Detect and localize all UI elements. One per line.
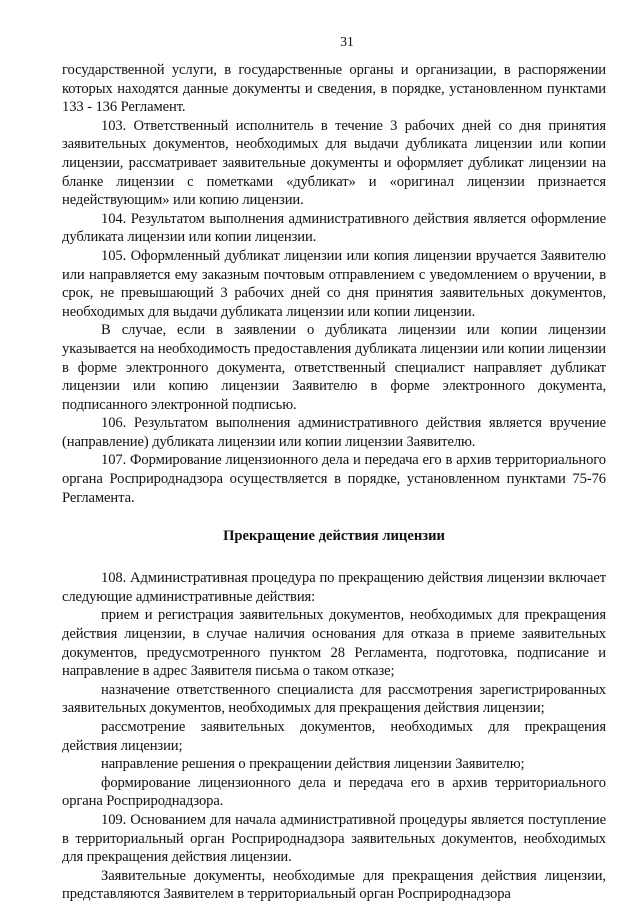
paragraph: Заявительные документы, необходимые для прекращения действия лицензии, представляются Заявителем в территориальный орган Росприроднадзора <box>62 867 606 903</box>
paragraph: государственной услуги, в государственные органы и организации, в распоряжении которых находятся данные документы и сведения, в порядке, установленном пунктами 133 - 136 Регламент. <box>62 62 606 116</box>
text-block-bottom <box>62 569 606 904</box>
paragraph-108: 108. Административная процедура по прекращению действия лицензии включает следующие административные действия: <box>62 570 606 605</box>
paragraph-109: 109. Основанием для начала административной процедуры является поступление в территориальный орган Росприроднадзора заявительных документов, необходимых для прекращения действия лицензии. <box>62 811 606 866</box>
paragraph-electronic-copy: В случае, если в заявлении о дубликата лицензии или копии лицензии указывается на необходимость предоставления дубликата лицензии или копии лицензии в форме электронного документа, ответственный специалист направляет дубликат лицензии или копию лицензии Заявителю в форме электронного документа, подписанного электронной подписью. <box>62 322 606 413</box>
paragraph-107: 107. Формирование лицензионного дела и передача его в архив территориального органа Росприроднадзора осуществляется в порядке, установленном пунктами 75-76 Регламента. <box>62 452 606 506</box>
paragraph-105: 105. Оформленный дубликат лицензии или копия лицензии вручается Заявителю или направляется ему заказным почтовым отправлением с уведомлением о вручении, в срок, не превышающий 3 рабочих дней со дня принятия заявительных документов, необходимых для выдачи дубликата лицензии или копии лицензии. <box>62 247 606 320</box>
list-item: направление решения о прекращении действия лицензии Заявителю; <box>101 756 525 773</box>
paragraph-103: 103. Ответственный исполнитель в течение 3 рабочих дней со дня принятия заявительных документов, необходимых для выдачи дубликата лицензии или копии лицензии, рассматривает заявительные документы и оформляет дубликат лицензии на бланке лицензии с пометками «дубликат» и «оригинал лицензии признается недействующим» или копию лицензии. <box>62 117 606 209</box>
list-item: формирование лицензионного дела и передача его в архив территориального органа Росприроднадзора. <box>62 774 606 810</box>
list-item: назначение ответственного специалиста для рассмотрения зарегистрированных заявительных документов, необходимых для прекращения действия лицензии; <box>62 681 606 717</box>
list-item: рассмотрение заявительных документов, необходимых для прекращения действия лицензии; <box>62 719 606 754</box>
list-item: прием и регистрация заявительных документов, необходимых для прекращения действия лицензии, в случае наличия основания для отказа в приеме заявительных документов, предусмотренного пунктом 28 Регламента, подготовка, подписание и направление в адрес Заявителя письма о таком отказе; <box>62 607 606 680</box>
section-heading: Прекращение действия лицензии <box>223 528 445 545</box>
paragraph-106: 106. Результатом выполнения административного действия является вручение (направление) дубликата лицензии или копии лицензии Заявителю. <box>62 415 606 450</box>
page-number: 31 <box>340 34 354 49</box>
paragraph-104: 104. Результатом выполнения административного действия является оформление дубликата лицензии или копии лицензии. <box>62 210 606 246</box>
text-block-top <box>62 61 606 507</box>
